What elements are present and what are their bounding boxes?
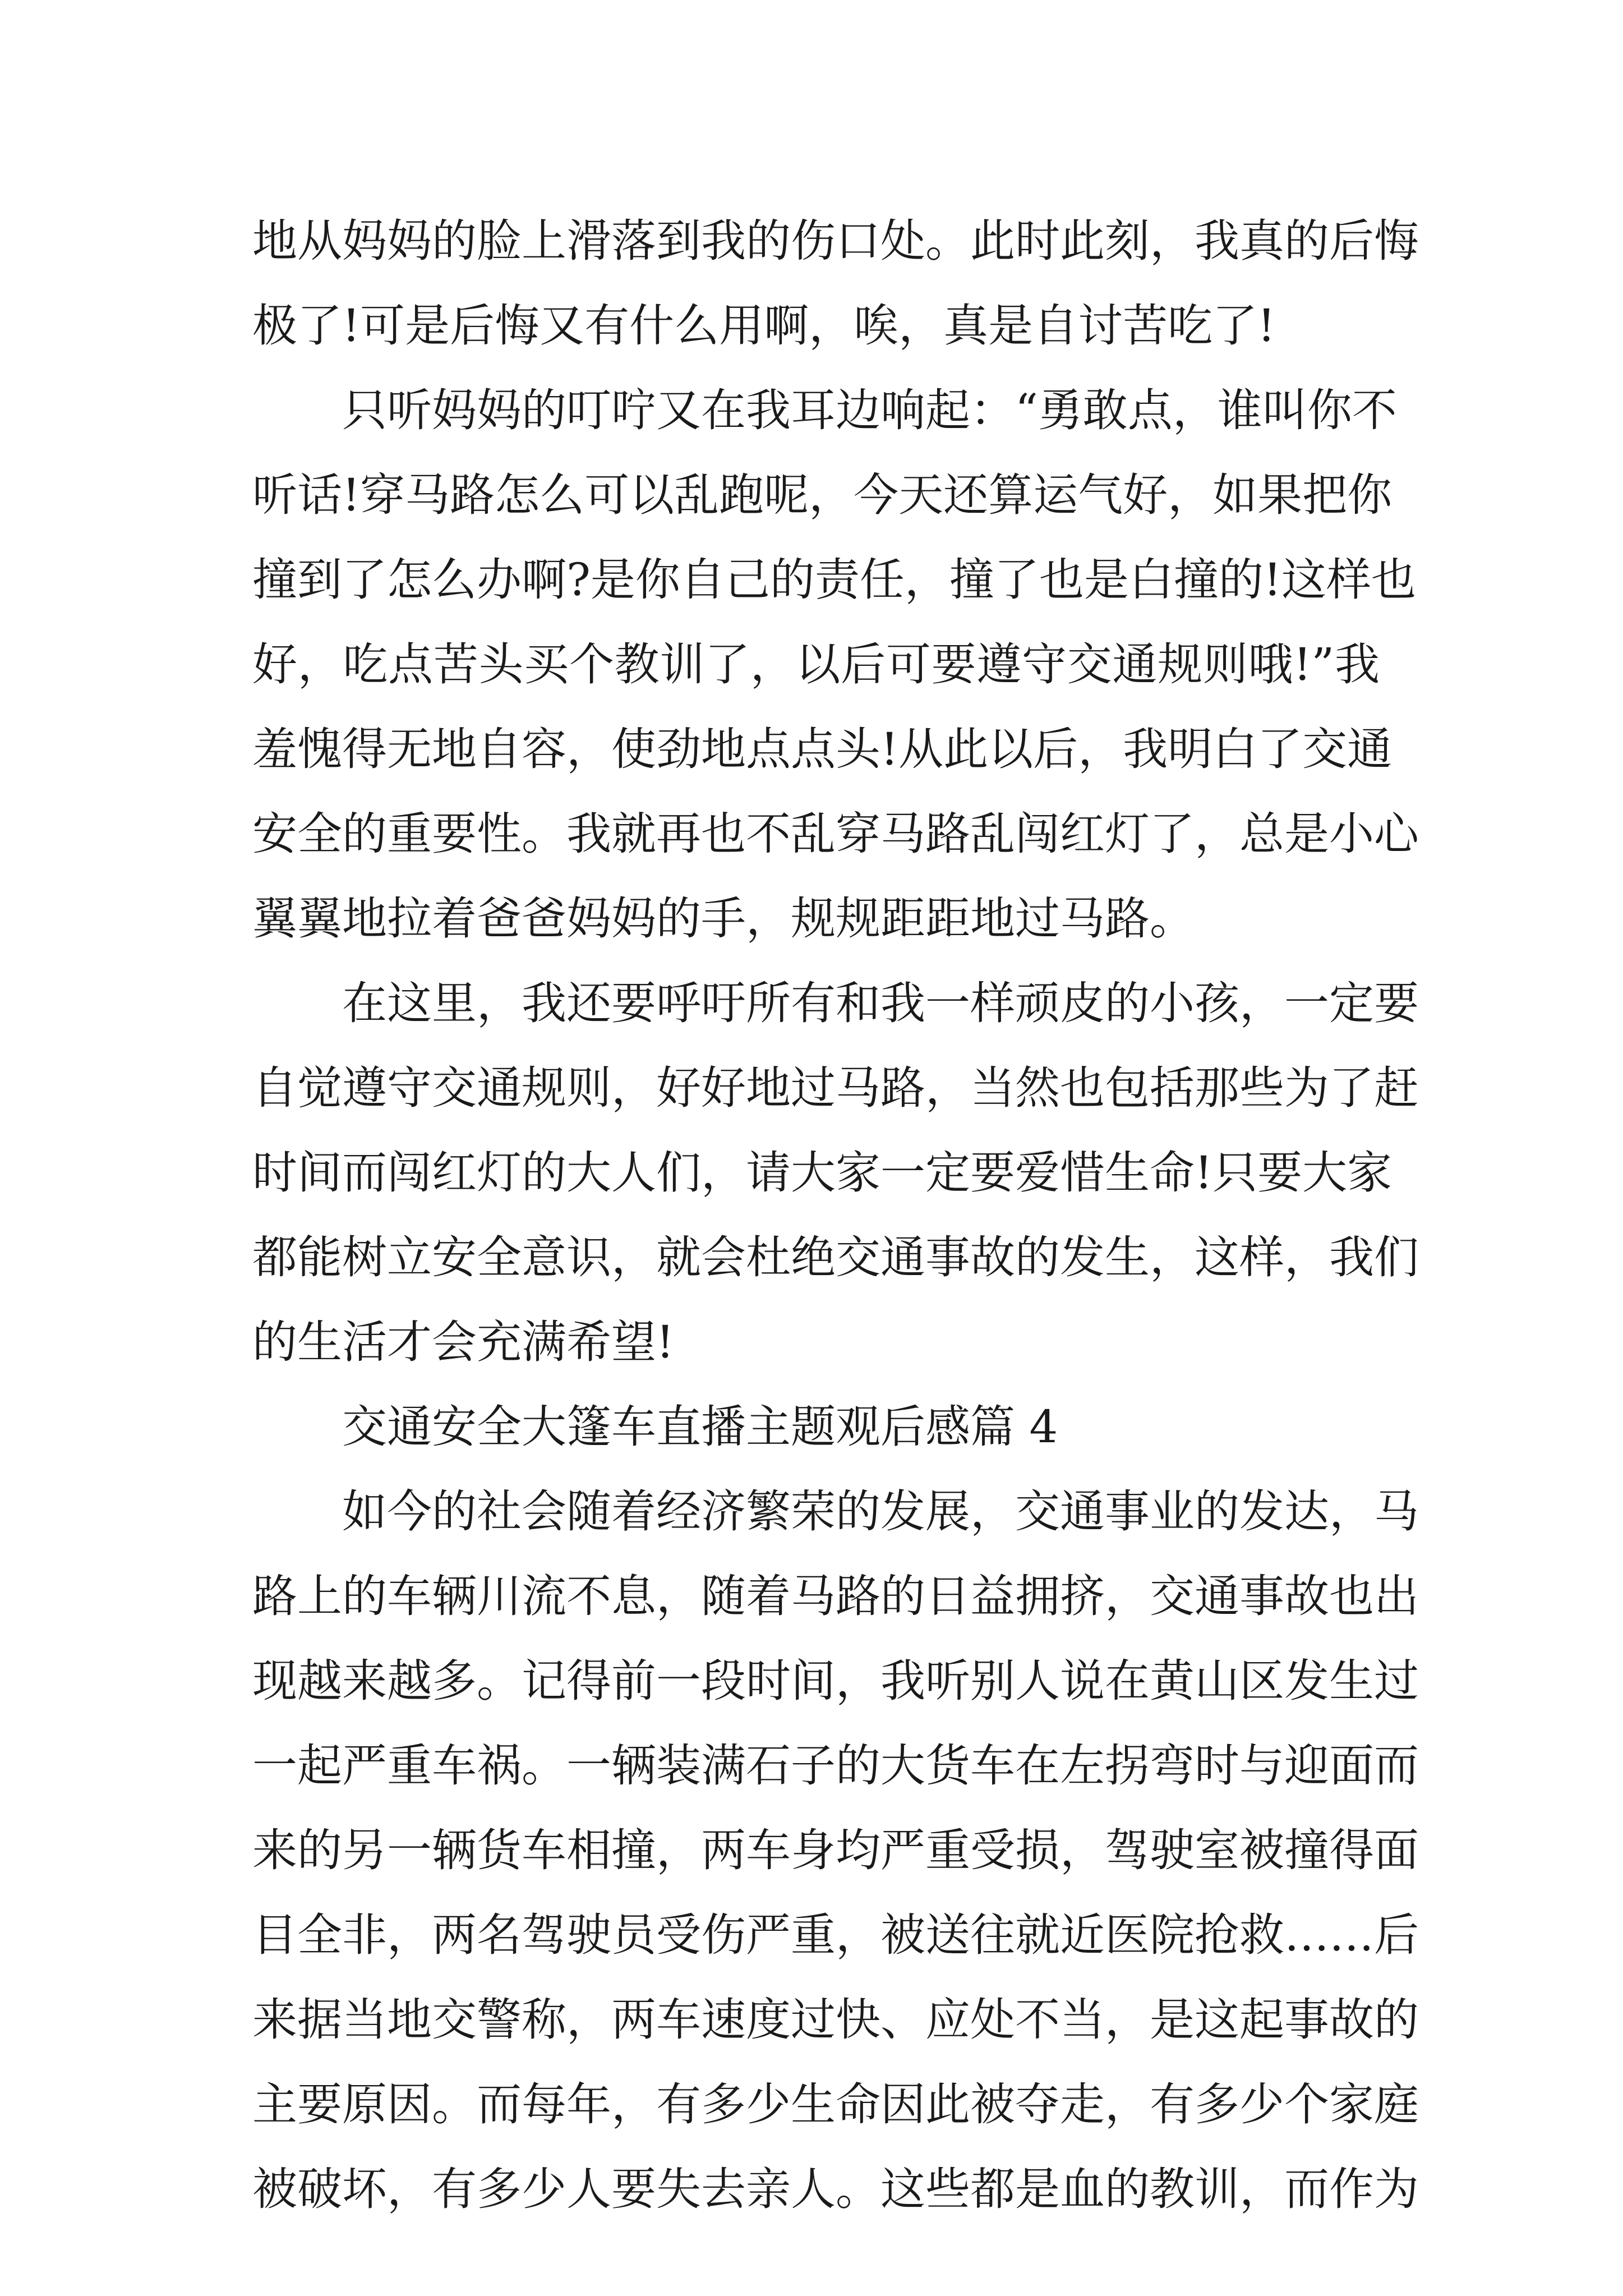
text-line: 都能树立安全意识，就会杜绝交通事故的发生，这样，我们 <box>252 1231 1419 1283</box>
text-line: 如今的社会随着经济繁荣的发展，交通事业的发达，马 <box>342 1485 1419 1538</box>
text-line: 安全的重要性。我就再也不乱穿马路乱闯红灯了，总是小心 <box>252 808 1419 860</box>
text-line: 好，吃点苦头买个教训了，以后可要遵守交通规则哦!”我 <box>252 638 1380 691</box>
text-line: 路上的车辆川流不息，随着马路的日益拥挤，交通事故也出 <box>252 1570 1419 1622</box>
text-line: 的生活才会充满希望! <box>252 1316 675 1368</box>
text-line: 被破坏，有多少人要失去亲人。这些都是血的教训，而作为 <box>252 2163 1419 2215</box>
text-line: 只听妈妈的叮咛又在我耳边响起：“勇敢点，谁叫你不 <box>342 384 1397 436</box>
text-line: 主要原因。而每年，有多少生命因此被夺走，有多少个家庭 <box>252 2078 1419 2131</box>
text-line: 地从妈妈的脸上滑落到我的伤口处。此时此刻，我真的后悔 <box>252 215 1419 267</box>
text-line: 撞到了怎么办啊?是你自己的责任，撞了也是白撞的!这样也 <box>252 554 1417 606</box>
text-line: 自觉遵守交通规则，好好地过马路，当然也包括那些为了赶 <box>252 1062 1419 1114</box>
text-line: 来的另一辆货车相撞，两车身均严重受损，驾驶室被撞得面 <box>252 1824 1419 1876</box>
section-heading: 交通安全大篷车直播主题观后感篇 4 <box>342 1401 1058 1453</box>
text-line: 极了!可是后悔又有什么用啊，唉，真是自讨苦吃了! <box>252 300 1276 352</box>
text-line: 翼翼地拉着爸爸妈妈的手，规规距距地过马路。 <box>252 892 1195 945</box>
text-line: 一起严重车祸。一辆装满石子的大货车在左拐弯时与迎面而 <box>252 1740 1419 1792</box>
text-line: 时间而闯红灯的大人们，请大家一定要爱惜生命!只要大家 <box>252 1147 1393 1199</box>
text-line: 听话!穿马路怎么可以乱跑呢，今天还算运气好，如果把你 <box>252 469 1393 521</box>
text-line: 在这里，我还要呼吁所有和我一样顽皮的小孩，一定要 <box>342 977 1419 1029</box>
text-line: 来据当地交警称，两车速度过快、应处不当，是这起事故的 <box>252 1994 1419 2046</box>
text-line: 羞愧得无地自容，使劲地点点头!从此以后，我明白了交通 <box>252 723 1393 775</box>
text-line: 现越来越多。记得前一段时间，我听别人说在黄山区发生过 <box>252 1655 1419 1707</box>
text-line: 目全非，两名驾驶员受伤严重，被送往就近医院抢救……后 <box>252 1909 1419 1961</box>
